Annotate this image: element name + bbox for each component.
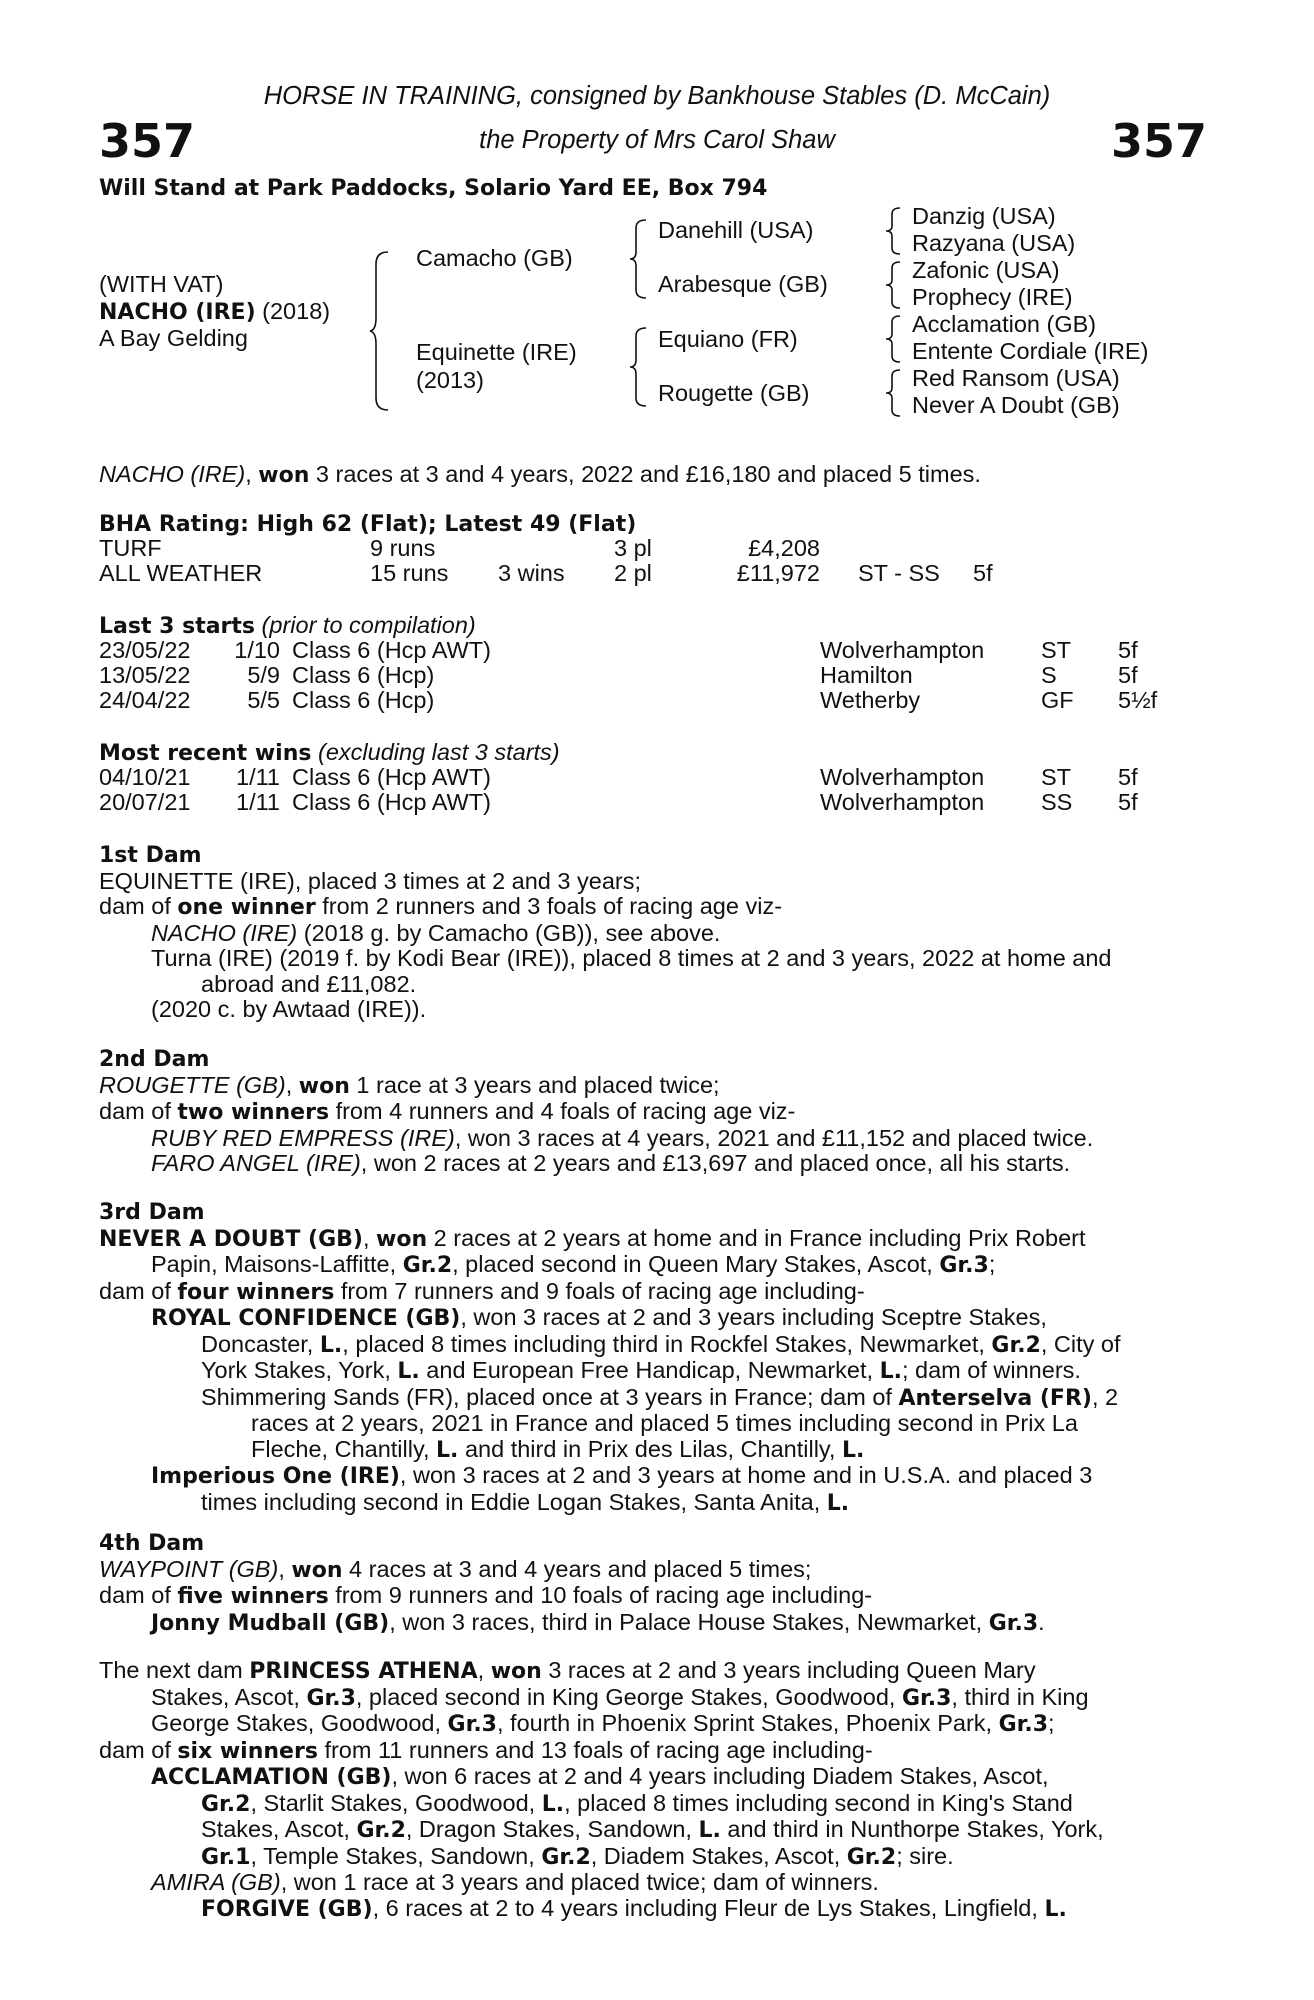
gen4-1: Danzig (USA) bbox=[912, 203, 1056, 229]
rating-runs: 9 runs bbox=[370, 535, 436, 561]
rating-placed: 3 pl bbox=[614, 535, 652, 561]
brace-dam-icon bbox=[628, 326, 650, 408]
brace-main-icon bbox=[368, 250, 392, 412]
race-summary: NACHO (IRE), won 3 races at 3 and 4 years, 2022 and £16,180 and placed 5 times. bbox=[99, 461, 981, 488]
rating-distance: 5f bbox=[973, 560, 993, 586]
sire: Camacho (GB) bbox=[416, 245, 573, 271]
gen4-8: Never A Doubt (GB) bbox=[912, 392, 1120, 418]
gen4-4: Prophecy (IRE) bbox=[912, 284, 1073, 310]
rating-prize: £4,208 bbox=[748, 535, 820, 561]
rating-runs: 15 runs bbox=[370, 560, 449, 586]
grandsire-paternal: Danehill (USA) bbox=[658, 217, 814, 243]
fourth-dam-section: 4th Dam WAYPOINT (GB), won 4 races at 3 and 4 years and placed 5 times; dam of five winners from 9 runners and 10 foals of racing age including- Jonny Mudball (GB), won 3 races, third in Palace House Stakes, Newmarket, Gr.3. bbox=[99, 1531, 1205, 1636]
rating-prize: £11,972 bbox=[736, 560, 820, 586]
first-dam-section: 1st Dam EQUINETTE (IRE), placed 3 times at 2 and 3 years; dam of one winner from 2 runners and 3 foals of racing age viz- NACHO (IRE) (2018 g. by Camacho (GB)), see above. Turna (IRE) (2019 f. by Kodi Bear (IRE)), placed 8 times at 2 and 3 years, 2022 at home and abroad and £11,082. (2020 c. by Awtaad (IRE)). bbox=[99, 843, 1205, 1023]
granddam-paternal: Arabesque (GB) bbox=[658, 271, 828, 297]
gen4-5: Acclamation (GB) bbox=[912, 311, 1097, 337]
rating-going: ST - SS bbox=[858, 560, 940, 586]
granddam-maternal: Rougette (GB) bbox=[658, 380, 810, 406]
brace-g4-2-icon bbox=[884, 260, 904, 310]
third-dam-section: 3rd Dam NEVER A DOUBT (GB), won 2 races at 2 years at home and in France including Prix Robert Papin, Maisons-Laffitte, Gr.2, placed second in Queen Mary Stakes, Ascot, Gr.3; dam of four winners from 7 runners and 9 foals of racing age including- ROYAL CONFIDENCE (GB), won 3 races at 2 and 3 years including Sceptre Stakes, Doncaster, L., placed 8 times including third in Rockfel Stakes, Newmarket, Gr.2, City of York Stakes, York, L. and European Free Handicap, Newmarket, L.; dam of winners. Shimmering Sands (FR), placed once at 3 years in France; dam of Anterselva (FR), 2 races at 2 years, 2021 in France and placed 5 times including second in Prix La Fleche, Chantilly, L. and third in Prix des Lilas, Chantilly, L. Imperious One (IRE), won 3 races at 2 and 3 years at home and in U.S.A. and placed 3 times including second in Eddie Logan Stakes, Santa Anita, L. bbox=[99, 1200, 1205, 1516]
horse-description: A Bay Gelding bbox=[99, 325, 248, 351]
property-line: the Property of Mrs Carol Shaw bbox=[479, 126, 835, 154]
gen4-3: Zafonic (USA) bbox=[912, 257, 1060, 283]
dam-year: (2013) bbox=[416, 367, 484, 393]
gen4-6: Entente Cordiale (IRE) bbox=[912, 338, 1149, 364]
horse-name: NACHO (IRE) bbox=[99, 300, 256, 325]
rating-surface: ALL WEATHER bbox=[99, 560, 263, 586]
rating-placed: 2 pl bbox=[614, 560, 652, 586]
brace-g4-1-icon bbox=[884, 206, 904, 256]
horse-year: (2018) bbox=[255, 298, 331, 324]
dam: Equinette (IRE) bbox=[416, 339, 577, 365]
horse-name-line bbox=[99, 299, 330, 326]
vat-note: (WITH VAT) bbox=[99, 271, 224, 297]
gen4-7: Red Ransom (USA) bbox=[912, 365, 1120, 391]
rating-surface: TURF bbox=[99, 535, 162, 561]
bha-rating-title: BHA Rating: High 62 (Flat); Latest 49 (Flat) bbox=[99, 512, 637, 537]
catalogue-page: 357 357 HORSE IN TRAINING, consigned by Bankhouse Stables (D. McCain) the Property of Mrs Carol Shaw Will Stand at Park Paddocks, Solario Yard EE, Box 794 (WITH VAT) NACHO (IRE) (2018) A Bay Gelding Camacho (GB) Equinette (IRE) (2013) Danehill (USA) Arabesque (GB) Equiano (FR) Rougette (GB) Danzig (USA) Razyana (USA) Zafonic (USA) Prophecy (IRE) Acclamation (GB) Entente Cordiale (IRE) Red Ransom (USA) Never A Doubt (GB) NACHO (IRE), won 3 races at 3 and 4 years, 2022 and £16,180 and placed 5 times. BHA Rating: High 62 (Flat); Latest 49 (Flat) TURF 9 runs 3 pl £4,208 ALL WEATHER 15 runs 3 wins 2 pl £11,972 ST - SS 5f Last 3 starts (prior to compilation) 23/05/22 1/10 Class 6 (Hcp AWT) Wolverhampton ST 5f 13/05/22 5/9 Class 6 (Hcp) Hamilton S 5f 24/04/22 5/5 Class 6 (Hcp) Wetherby GF 5½f Most recent wins (excluding last 3 starts) 04/10/21 1/11 Class 6 (Hcp AWT) Wolverhampton ST 5f 20/07/21 1/11 Class 6 (Hcp AWT) Wolverhampton SS 5f 1st Dam EQUINETTE (IRE), placed 3 times at 2 and 3 years; dam of one winner from 2 runners and 3 foals of racing age viz- NACHO (IRE) (2018 g. by Camacho (GB)), see above. Turna (IRE) (2019 f. by Kodi Bear (IRE)), placed 8 times at 2 and 3 years, 2022 at home and abroad and £11,082. (2020 c. by Awtaad (IRE)). 2nd Dam ROUGETTE (GB), won 1 race at 3 years and placed twice; dam of two winners from 4 runners and 4 foals of racing age viz- RUBY RED EMPRESS (IRE), won 3 races at 4 years, 2021 and £11,152 and placed twice. FARO ANGEL (IRE), won 2 races at 2 years and £13,697 and placed once, all his starts. 3rd Dam NEVER A DOUBT (GB), won 2 races at 2 years at home and in France including Prix Robert Papin, Maisons-Laffitte, Gr.2, placed second in Queen Mary Stakes, Ascot, Gr.3; dam of four winners from 7 runners and 9 foals of racing age including- ROYAL CONFIDENCE (GB), won 3 races at 2 and 3 years including Sceptre Stakes, Doncaster, L., placed 8 times including third in Rockfel Stakes, Newmarket, Gr.2, City of York Stakes, York, L. and European Free Handicap, Newmarket, L.; dam of winners. Shimmering Sands (FR), placed once at 3 years in France; dam of Anterselva (FR), 2 races at 2 years, 2021 in France and placed 5 times including second in Prix La Fleche, Chantilly, L. and third in Prix des Lilas, Chantilly, L. Imperious One (IRE), won 3 races at 2 and 3 years at home and in U.S.A. and placed 3 times including second in Eddie Logan Stakes, Santa Anita, L. 4th Dam WAYPOINT (GB), won 4 races at 3 and 4 years and placed 5 times; dam of five winners from 9 runners and 10 foals of racing age including- Jonny Mudball (GB), won 3 races, third in Palace House Stakes, Newmarket, Gr.3. The next dam PRINCESS ATHENA, won 3 races at 2 and 3 years including Queen Mary Stakes, Ascot, Gr.3, placed second in King George Stakes, Goodwood, Gr.3, third in King George Stakes, Goodwood, Gr.3, fourth in Phoenix Sprint Stakes, Phoenix Park, Gr.3; dam of six winners from 11 runners and 13 foals of racing age including- ACCLAMATION (GB), won 6 races at 2 and 4 years including Diadem Stakes, Ascot, Gr.2, Starlit Stakes, Goodwood, L., placed 8 times including second in King's Stand Stakes, Ascot, Gr.2, Dragon Stakes, Sandown, L. and third in Nunthorpe Stakes, York, Gr.1, Temple Stakes, Sandown, Gr.2, Diadem Stakes, Ascot, Gr.2; sire. AMIRA (GB), won 1 race at 3 years and placed twice; dam of winners. FORGIVE (GB), 6 races at 2 to 4 years including Fleur de Lys Stakes, Lingfield, L. bbox=[0, 0, 1314, 2000]
next-dam-section: The next dam PRINCESS ATHENA, won 3 races at 2 and 3 years including Queen Mary Stakes, Ascot, Gr.3, placed second in King George Stakes, Goodwood, Gr.3, third in King George Stakes, Goodwood, Gr.3, fourth in Phoenix Sprint Stakes, Phoenix Park, Gr.3; dam of six winners from 11 runners and 13 foals of racing age including- ACCLAMATION (GB), won 6 races at 2 and 4 years including Diadem Stakes, Ascot, Gr.2, Starlit Stakes, Goodwood, L., placed 8 times including second in King's Stand Stakes, Ascot, Gr.2, Dragon Stakes, Sandown, L. and third in Nunthorpe Stakes, York, Gr.1, Temple Stakes, Sandown, Gr.2, Diadem Stakes, Ascot, Gr.2; sire. AMIRA (GB), won 1 race at 3 years and placed twice; dam of winners. FORGIVE (GB), 6 races at 2 to 4 years including Fleur de Lys Stakes, Lingfield, L. bbox=[99, 1657, 1104, 1922]
stand-line: Will Stand at Park Paddocks, Solario Yard EE, Box 794 bbox=[99, 176, 768, 201]
section-title: 1st Dam bbox=[99, 843, 202, 868]
grandsire-maternal: Equiano (FR) bbox=[658, 326, 798, 352]
gen4-2: Razyana (USA) bbox=[912, 230, 1076, 256]
brace-g4-3-icon bbox=[884, 314, 904, 364]
section-title: 4th Dam bbox=[99, 1531, 205, 1556]
second-dam-section: 2nd Dam ROUGETTE (GB), won 1 race at 3 years and placed twice; dam of two winners from 4 runners and 4 foals of racing age viz- RUBY RED EMPRESS (IRE), won 3 races at 4 years, 2021 and £11,152 and placed twice. FARO ANGEL (IRE), won 2 races at 2 years and £13,697 and placed once, all his starts. bbox=[99, 1047, 1205, 1177]
section-title: 2nd Dam bbox=[99, 1047, 210, 1072]
last-starts-heading: Last 3 starts (prior to compilation) bbox=[99, 612, 476, 639]
section-title: 3rd Dam bbox=[99, 1200, 205, 1225]
consignment-line: HORSE IN TRAINING, consigned by Bankhouse Stables (D. McCain) bbox=[263, 82, 1051, 110]
lot-number-right: 357 bbox=[1110, 114, 1207, 168]
recent-wins-heading: Most recent wins (excluding last 3 starts) bbox=[99, 739, 560, 766]
brace-g4-4-icon bbox=[884, 368, 904, 418]
lot-number-left: 357 bbox=[99, 114, 196, 168]
brace-sire-icon bbox=[628, 218, 650, 300]
rating-wins: 3 wins bbox=[498, 560, 565, 586]
